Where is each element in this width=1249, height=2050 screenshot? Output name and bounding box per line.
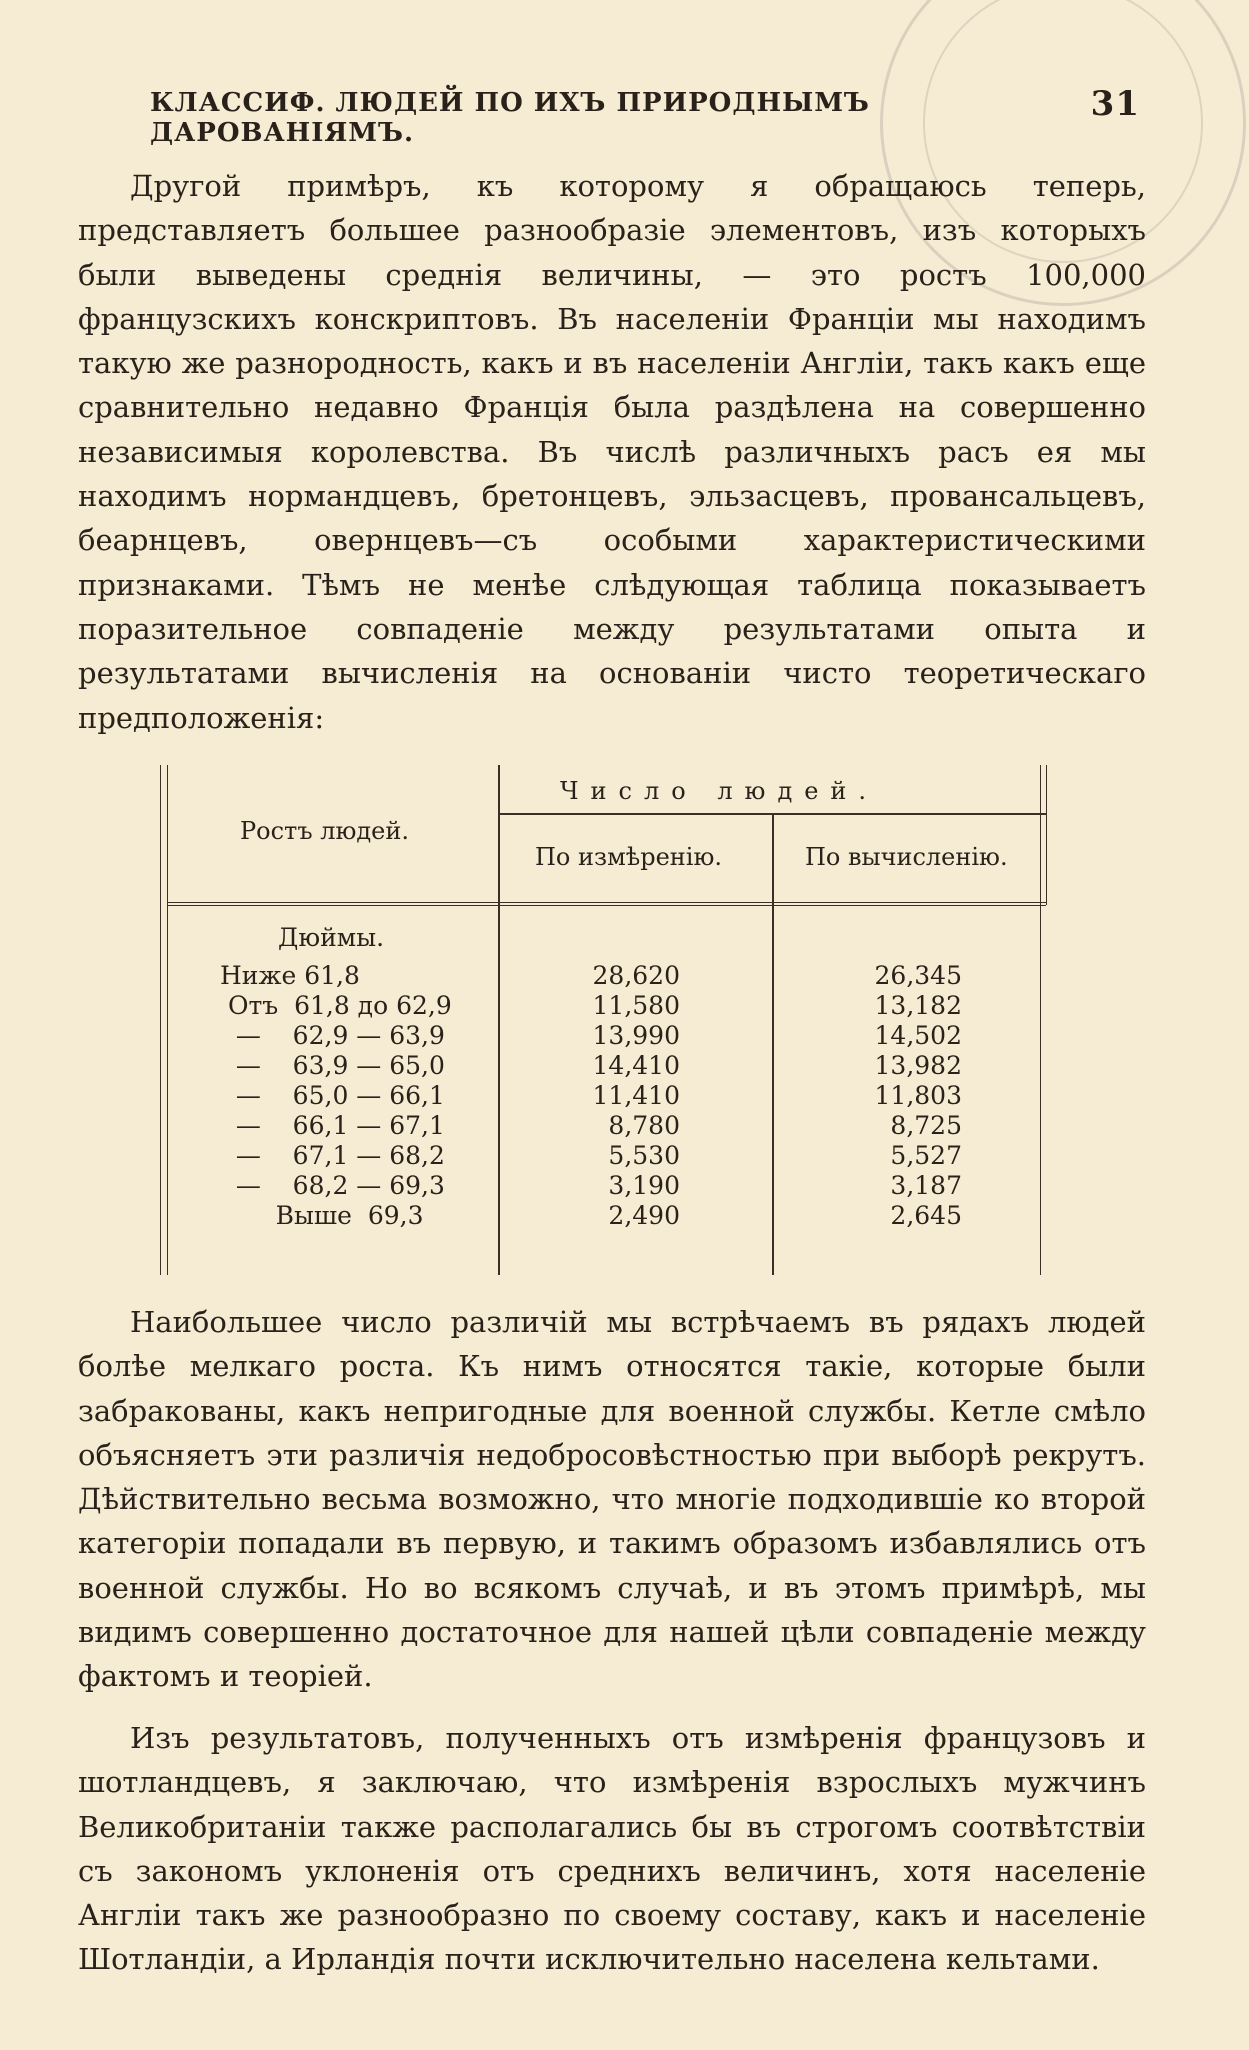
row-label: — 65,0 — 66,1 [220,1081,445,1110]
row-measured: 14,410 [592,1051,680,1080]
row-label: Выше 69,3 [220,1201,424,1230]
row-measured: 5,530 [608,1141,680,1170]
page-number: 31 [1090,84,1140,124]
row-calculated: 13,982 [874,1051,962,1080]
table-header-rule [167,902,1046,906]
height-table [160,765,1050,1275]
table-row [160,1141,1050,1171]
running-head-title: КЛАССИФ. ЛЮДЕЙ ПО ИХЪ ПРИРОДНЫМЪ ДАРОВАНІЯМЪ. [150,88,870,148]
row-label: Ниже 61,8 [220,961,360,990]
row-measured: 3,190 [608,1171,680,1200]
row-measured: 8,780 [608,1111,680,1140]
row-label: — 63,9 — 65,0 [220,1051,445,1080]
row-calculated: 13,182 [874,991,962,1020]
row-label: — 66,1 — 67,1 [220,1111,445,1140]
paragraph-2: Наибольшее число различій мы встрѣчаемъ въ рядахъ людей болѣе мелкаго роста. Къ нимъ относятся такіе, которые были забракованы, какъ непригодные для военной службы. Кетле смѣло объясняетъ эти различія недобросовѣстностью при выборѣ рекрутъ. Дѣйствительно весьма возможно, что многіе подходившіе ко второй категоріи попадали въ первую, и такимъ образомъ избавлялись отъ военной службы. Но во всякомъ случаѣ, и въ этомъ примѣрѣ, мы видимъ совершенно достаточное для нашей цѣли совпаденіе между фактомъ и теоріей. [78,1305,1146,1694]
paragraph-1: Другой примѣръ, къ которому я обращаюсь теперь, представляетъ большее разнообразіе элементовъ, изъ которыхъ были выведены среднія величины, — это ростъ 100,000 французскихъ конскриптовъ. Въ населеніи Франціи мы находимъ такую же разнородность, какъ и въ населеніи Англіи, такъ какъ еще сравнительно недавно Франція была раздѣлена на совершенно независимыя королевства. Въ числѣ различныхъ расъ ея мы находимъ нормандцевъ, бретонцевъ, эльзасцевъ, провансальцевъ, беарнцевъ, овернцевъ—съ особыми характеристическими признаками. Тѣмъ не менѣе слѣдующая таблица показываетъ поразительное совпаденіе между результатами опыта и результатами вычисленія на основаніи чисто теоретическаго предположенія: [78,169,1146,735]
row-measured: 11,410 [592,1081,680,1110]
table-row [160,1201,1050,1231]
table-row [160,1081,1050,1111]
table-row [160,1111,1050,1141]
row-calculated: 2,645 [890,1201,962,1230]
table-border-right-inner [1046,765,1047,905]
table-row [160,1021,1050,1051]
row-calculated: 14,502 [874,1021,962,1050]
row-calculated: 3,187 [890,1171,962,1200]
row-label: — 67,1 — 68,2 [220,1141,445,1170]
row-label: — 62,9 — 63,9 [220,1021,445,1050]
row-label: Отъ 61,8 до 62,9 [220,991,452,1020]
paragraph-3: Изъ результатовъ, полученныхъ отъ измѣренія французовъ и шотландцевъ, я заключаю, что измѣренія взрослыхъ мужчинъ Великобританіи также располагались бы въ строгомъ соотвѣтствіи съ закономъ уклоненія отъ среднихъ величинъ, хотя населеніе Англіи такъ же разнообразно по своему составу, какъ и населеніе Шотландіи, а Ирландія почти исключительно населена кельтами. [78,1721,1146,1977]
row-label: — 68,2 — 69,3 [220,1171,445,1200]
table-row [160,961,1050,991]
unit-label: Дюймы. [278,923,385,952]
table-row [160,1051,1050,1081]
row-measured: 13,990 [592,1021,680,1050]
table-row [160,991,1050,1021]
header-height: Ростъ людей. [240,817,409,845]
row-calculated: 11,803 [874,1081,962,1110]
row-measured: 28,620 [592,961,680,990]
row-calculated: 8,725 [890,1111,962,1140]
header-calculated: По вычисленію. [805,843,1008,871]
row-calculated: 26,345 [874,961,962,990]
table-subheader-rule [498,813,1046,815]
row-measured: 11,580 [592,991,680,1020]
header-number-of-people: Число людей. [560,777,879,805]
row-measured: 2,490 [608,1201,680,1230]
header-measured: По измѣренію. [535,843,722,871]
running-head [150,84,1140,148]
row-calculated: 5,527 [890,1141,962,1170]
table-row [160,1171,1050,1201]
